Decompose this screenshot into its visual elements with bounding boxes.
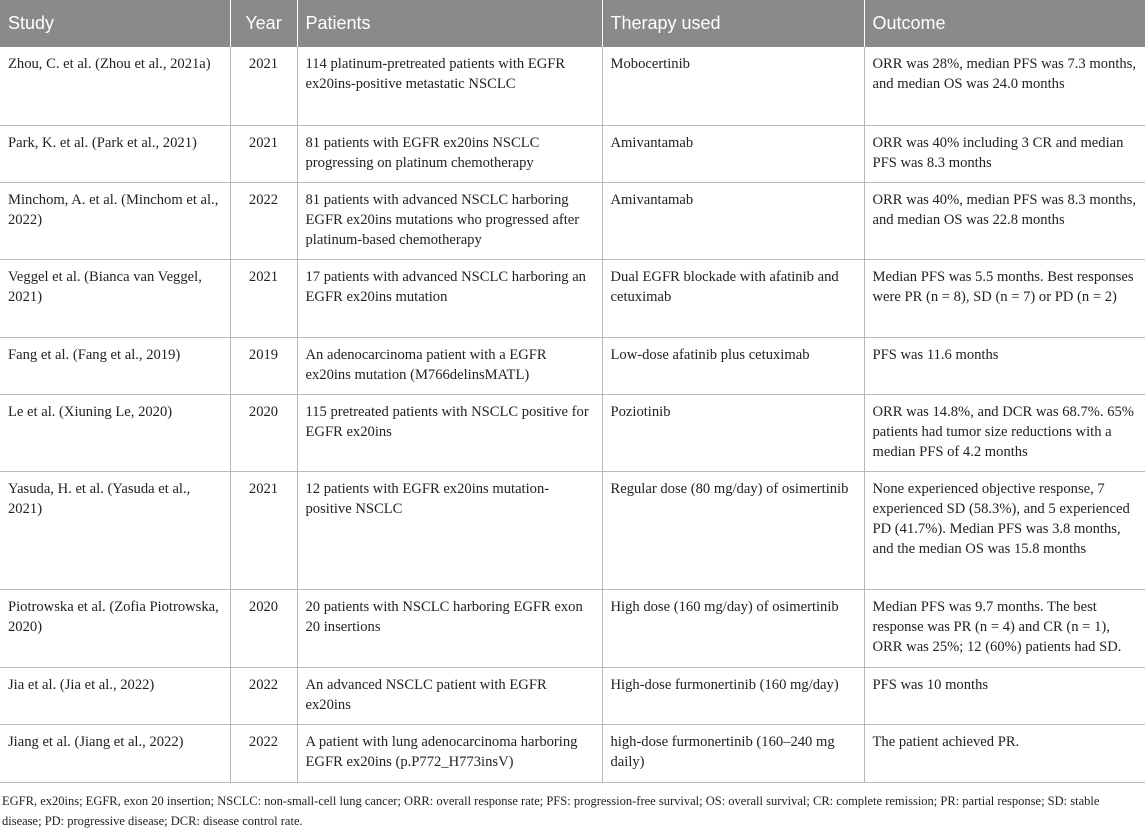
cell-therapy: high-dose furmonertinib (160–240 mg daily): [602, 724, 864, 782]
cell-year: 2021: [230, 259, 297, 337]
cell-outcome: ORR was 40%, median PFS was 8.3 months, and median OS was 22.8 months: [864, 182, 1145, 259]
cell-study: Le et al. (Xiuning Le, 2020): [0, 394, 230, 471]
cell-year: 2019: [230, 337, 297, 394]
table-row: [0, 471, 1145, 589]
cell-year: 2021: [230, 125, 297, 182]
cell-outcome: Median PFS was 5.5 months. Best responses were PR (n = 8), SD (n = 7) or PD (n = 2): [864, 259, 1145, 337]
table-row: [0, 182, 1145, 259]
cell-study: Jia et al. (Jia et al., 2022): [0, 667, 230, 724]
header-patients: Patients: [297, 0, 602, 47]
header-therapy: Therapy used: [602, 0, 864, 47]
cell-therapy: Amivantamab: [602, 125, 864, 182]
cell-patients: An adenocarcinoma patient with a EGFR ex20ins mutation (M766delinsMATL): [297, 337, 602, 394]
cell-patients: 114 platinum-pretreated patients with EGFR ex20ins-positive metastatic NSCLC: [297, 47, 602, 125]
cell-patients: 81 patients with EGFR ex20ins NSCLC progressing on platinum chemotherapy: [297, 125, 602, 182]
cell-study: Minchom, A. et al. (Minchom et al., 2022): [0, 182, 230, 259]
cell-outcome: None experienced objective response, 7 experienced SD (58.3%), and 5 experienced PD (41.7%). Median PFS was 3.8 months, and the median OS was 15.8 months: [864, 471, 1145, 589]
table-row: [0, 394, 1145, 471]
table-row: [0, 724, 1145, 782]
cell-outcome: ORR was 14.8%, and DCR was 68.7%. 65% patients had tumor size reductions with a median PFS of 4.2 months: [864, 394, 1145, 471]
header-study: Study: [0, 0, 230, 47]
cell-outcome: ORR was 40% including 3 CR and median PFS was 8.3 months: [864, 125, 1145, 182]
table-row: [0, 589, 1145, 667]
cell-patients: 20 patients with NSCLC harboring EGFR exon 20 insertions: [297, 589, 602, 667]
cell-year: 2021: [230, 47, 297, 125]
cell-study: Zhou, C. et al. (Zhou et al., 2021a): [0, 47, 230, 125]
cell-patients: A patient with lung adenocarcinoma harboring EGFR ex20ins (p.P772_H773insV): [297, 724, 602, 782]
cell-year: 2020: [230, 589, 297, 667]
cell-year: 2022: [230, 182, 297, 259]
cell-outcome: Median PFS was 9.7 months. The best response was PR (n = 4) and CR (n = 1), ORR was 25%; 12 (60%) patients had SD.: [864, 589, 1145, 667]
header-year: Year: [230, 0, 297, 47]
cell-therapy: Low-dose afatinib plus cetuximab: [602, 337, 864, 394]
cell-therapy: Poziotinib: [602, 394, 864, 471]
cell-patients: 115 pretreated patients with NSCLC positive for EGFR ex20ins: [297, 394, 602, 471]
cell-study: Veggel et al. (Bianca van Veggel, 2021): [0, 259, 230, 337]
table-row: [0, 259, 1145, 337]
cell-outcome: ORR was 28%, median PFS was 7.3 months, and median OS was 24.0 months: [864, 47, 1145, 125]
cell-study: Jiang et al. (Jiang et al., 2022): [0, 724, 230, 782]
cell-study: Piotrowska et al. (Zofia Piotrowska, 2020): [0, 589, 230, 667]
cell-patients: 17 patients with advanced NSCLC harboring an EGFR ex20ins mutation: [297, 259, 602, 337]
cell-year: 2021: [230, 471, 297, 589]
cell-therapy: Dual EGFR blockade with afatinib and cetuximab: [602, 259, 864, 337]
header-row: [0, 0, 1145, 47]
cell-study: Yasuda, H. et al. (Yasuda et al., 2021): [0, 471, 230, 589]
cell-year: 2022: [230, 667, 297, 724]
table-row: [0, 667, 1145, 724]
cell-therapy: High-dose furmonertinib (160 mg/day): [602, 667, 864, 724]
cell-year: 2022: [230, 724, 297, 782]
cell-therapy: Regular dose (80 mg/day) of osimertinib: [602, 471, 864, 589]
cell-year: 2020: [230, 394, 297, 471]
cell-patients: 12 patients with EGFR ex20ins mutation-positive NSCLC: [297, 471, 602, 589]
cell-patients: 81 patients with advanced NSCLC harboring EGFR ex20ins mutations who progressed after platinum-based chemotherapy: [297, 182, 602, 259]
cell-outcome: The patient achieved PR.: [864, 724, 1145, 782]
cell-study: Park, K. et al. (Park et al., 2021): [0, 125, 230, 182]
cell-therapy: Mobocertinib: [602, 47, 864, 125]
table-row: [0, 47, 1145, 125]
cell-therapy: High dose (160 mg/day) of osimertinib: [602, 589, 864, 667]
table-row: [0, 125, 1145, 182]
cell-outcome: PFS was 10 months: [864, 667, 1145, 724]
table-row: [0, 337, 1145, 394]
cell-therapy: Amivantamab: [602, 182, 864, 259]
cell-study: Fang et al. (Fang et al., 2019): [0, 337, 230, 394]
cell-patients: An advanced NSCLC patient with EGFR ex20ins: [297, 667, 602, 724]
header-outcome: Outcome: [864, 0, 1145, 47]
cell-outcome: PFS was 11.6 months: [864, 337, 1145, 394]
table-footnote: EGFR, ex20ins; EGFR, exon 20 insertion; NSCLC: non-small-cell lung cancer; ORR: overall response rate; PFS: progression-free survival; OS: overall survival; CR: complete remission; PR: partial response; SD: stable disease; PD: progressive disease; DCR: disease control rate.: [2, 793, 1100, 828]
